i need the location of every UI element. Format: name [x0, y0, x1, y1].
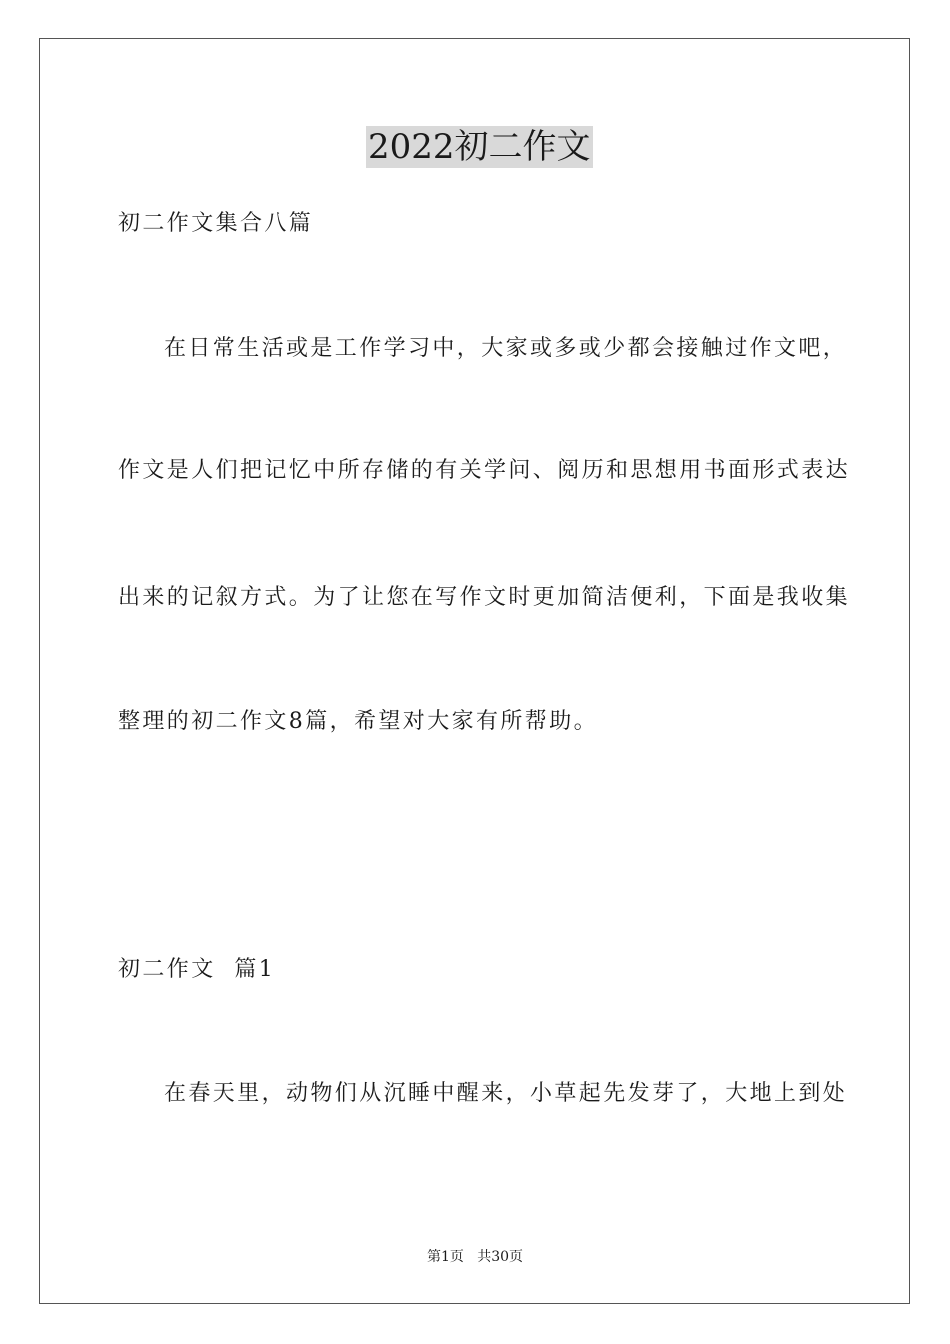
- section-heading: 初二作文 篇1: [118, 957, 276, 982]
- intro-paragraph-line-2: 作文是人们把记忆中所存储的有关学问、阅历和思想用书面形式表达: [118, 458, 851, 483]
- page-number-footer: 第1页 共30页: [426, 1249, 524, 1265]
- section-paragraph-line-1: 在春天里，动物们从沉睡中醒来，小草起先发芽了，大地上到处: [164, 1081, 848, 1106]
- intro-paragraph-line-4: 整理的初二作文8篇，希望对大家有所帮助。: [118, 709, 598, 734]
- intro-paragraph-line-1: 在日常生活或是工作学习中，大家或多或少都会接触过作文吧，: [164, 336, 848, 361]
- document-subtitle: 初二作文集合八篇: [118, 211, 314, 236]
- document-title: 2022初二作文: [368, 127, 591, 167]
- intro-paragraph-line-3: 出来的记叙方式。为了让您在写作文时更加简洁便利，下面是我收集: [118, 585, 851, 610]
